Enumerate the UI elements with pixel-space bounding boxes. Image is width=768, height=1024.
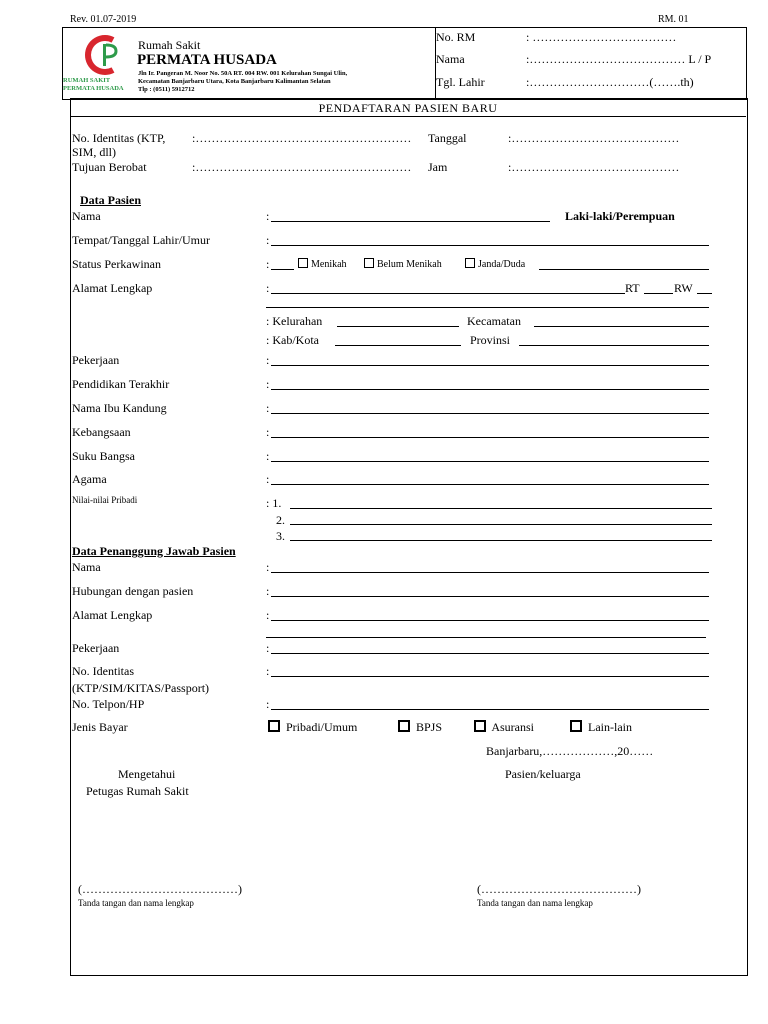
status-blank[interactable]: [271, 269, 294, 270]
signature-caption-right: Tanda tangan dan nama lengkap: [477, 898, 593, 908]
nilai-1-input[interactable]: [290, 508, 712, 509]
logo-caption-2: PERMATA HUSADA: [63, 85, 124, 92]
pekerjaan-input[interactable]: [271, 365, 709, 366]
pj-identitas-label: No. Identitas: [72, 664, 134, 678]
alamat-input[interactable]: [271, 293, 625, 294]
hospital-address-1: Jln Ir. Pangeran M. Noor No. 50A RT. 004 RW. 001 Kelurahan Sungai Ulin,: [138, 70, 348, 77]
status-other-input[interactable]: [539, 269, 709, 270]
lahir-value[interactable]: :…………………………(…….th): [526, 75, 694, 89]
ttl-input[interactable]: [271, 245, 709, 246]
alamat-input-2[interactable]: [266, 307, 709, 308]
no-rm-label: No. RM: [436, 30, 476, 44]
section-data-pasien: Data Pasien: [80, 193, 141, 207]
kecamatan-label: Kecamatan: [467, 314, 521, 328]
petugas-label: Petugas Rumah Sakit: [86, 784, 189, 798]
jam-field[interactable]: :……………………………………: [508, 160, 680, 174]
checkbox-icon: [268, 720, 280, 732]
nilai-2-label: 2.: [276, 513, 285, 527]
status-option-belum-menikah[interactable]: Belum Menikah: [364, 258, 442, 270]
checkbox-icon: [570, 720, 582, 732]
colon: :: [266, 584, 270, 598]
nama-label: Nama: [436, 52, 465, 66]
colon: :: [266, 697, 270, 711]
medical-record-box: [434, 27, 747, 100]
colon: :: [266, 281, 270, 295]
kelurahan-label: : Kelurahan: [266, 314, 323, 328]
agama-label: Agama: [72, 472, 107, 486]
checkbox-icon: [474, 720, 486, 732]
form-frame: [70, 98, 748, 976]
hospital-header: [62, 27, 436, 100]
kebangsaan-input[interactable]: [271, 437, 709, 438]
checkbox-icon: [364, 258, 374, 268]
rt-input[interactable]: [644, 293, 673, 294]
status-label: Status Perkawinan: [72, 257, 161, 271]
pasien-nama-label: Nama: [72, 209, 101, 223]
suku-input[interactable]: [271, 461, 709, 462]
pj-telpon-input[interactable]: [271, 709, 709, 710]
pj-hubungan-input[interactable]: [271, 596, 709, 597]
tujuan-label: Tujuan Berobat: [72, 160, 147, 174]
provinsi-label: Provinsi: [470, 333, 511, 347]
checkbox-icon: [298, 258, 308, 268]
hospital-name: PERMATA HUSADA: [137, 52, 277, 68]
kecamatan-input[interactable]: [534, 326, 709, 327]
pekerjaan-label: Pekerjaan: [72, 353, 120, 367]
form-title: PENDAFTARAN PASIEN BARU: [318, 101, 498, 115]
bayar-option-lain[interactable]: Lain-lain: [570, 720, 632, 735]
ibu-label: Nama Ibu Kandung: [72, 401, 167, 415]
pj-pekerjaan-input[interactable]: [271, 653, 709, 654]
ttl-label: Tempat/Tanggal Lahir/Umur: [72, 233, 210, 247]
alamat-label: Alamat Lengkap: [72, 281, 153, 295]
colon: :: [266, 209, 270, 223]
section-penanggung-jawab: Data Penanggung Jawab Pasien: [72, 544, 236, 558]
form-code-label: RM. 01: [658, 14, 689, 25]
hospital-label: Rumah Sakit: [138, 38, 201, 52]
colon: :: [266, 377, 270, 391]
pj-nama-label: Nama: [72, 560, 101, 574]
lahir-label: Tgl. Lahir: [436, 75, 485, 89]
rw-input[interactable]: [697, 293, 712, 294]
no-rm-value[interactable]: : ………………………………: [526, 30, 677, 44]
bayar-option-pribadi[interactable]: Pribadi/Umum: [268, 720, 357, 735]
bayar-option-bpjs[interactable]: BPJS: [398, 720, 442, 735]
colon: :: [266, 401, 270, 415]
revision-label: Rev. 01.07-2019: [70, 14, 137, 25]
pasien-nama-input[interactable]: [271, 221, 550, 222]
place-date[interactable]: Banjarbaru,………………,20……: [486, 744, 654, 758]
hospital-address-2: Kecamatan Banjarbaru Utara, Kota Banjarbaru Kalimantan Selatan: [138, 78, 331, 85]
signature-caption-left: Tanda tangan dan nama lengkap: [78, 898, 194, 908]
colon: :: [266, 233, 270, 247]
signature-right[interactable]: (…………………………………): [477, 882, 641, 896]
pj-alamat-input-2[interactable]: [266, 637, 706, 638]
pj-alamat-label: Alamat Lengkap: [72, 608, 153, 622]
pendidikan-label: Pendidikan Terakhir: [72, 377, 170, 391]
pj-hubungan-label: Hubungan dengan pasien: [72, 584, 194, 598]
tujuan-field[interactable]: :………………………………………………: [192, 160, 412, 174]
checkbox-icon: [465, 258, 475, 268]
colon: :: [266, 608, 270, 622]
kebangsaan-label: Kebangsaan: [72, 425, 131, 439]
colon: :: [266, 560, 270, 574]
ibu-input[interactable]: [271, 413, 709, 414]
nilai-3-label: 3.: [276, 529, 285, 543]
kelurahan-input[interactable]: [337, 326, 459, 327]
provinsi-input[interactable]: [519, 345, 709, 346]
signature-left[interactable]: (…………………………………): [78, 882, 242, 896]
pj-alamat-input[interactable]: [271, 620, 709, 621]
nilai-1-label: : 1.: [266, 496, 282, 510]
nilai-2-input[interactable]: [290, 524, 712, 525]
form-title-bar: [70, 98, 746, 117]
colon: :: [266, 449, 270, 463]
suku-label: Suku Bangsa: [72, 449, 135, 463]
kabkota-label: : Kab/Kota: [266, 333, 319, 347]
pj-identitas-input[interactable]: [271, 676, 709, 677]
gender-label: Laki-laki/Perempuan: [565, 209, 675, 223]
identitas-label-2: SIM, dll): [72, 145, 117, 159]
identitas-label: No. Identitas (KTP,: [72, 131, 166, 145]
colon: :: [266, 664, 270, 678]
tanggal-label: Tanggal: [428, 131, 467, 145]
colon: :: [266, 425, 270, 439]
colon: :: [266, 641, 270, 655]
bayar-option-asuransi[interactable]: Asuransi: [474, 720, 534, 735]
colon: :: [266, 353, 270, 367]
nilai-3-input[interactable]: [290, 540, 712, 541]
jenis-bayar-label: Jenis Bayar: [72, 720, 128, 734]
identitas-field[interactable]: :………………………………………………: [192, 131, 412, 145]
pj-identitas-label-2: (KTP/SIM/KITAS/Passport): [72, 681, 210, 695]
logo-caption-1: RUMAH SAKIT: [63, 77, 111, 84]
colon: :: [266, 472, 270, 486]
nilai-label: Nilai-nilai Pribadi: [72, 495, 138, 505]
checkbox-icon: [398, 720, 410, 732]
pj-nama-input[interactable]: [271, 572, 709, 573]
rt-label: RT: [625, 281, 640, 295]
pasien-keluarga-label: Pasien/keluarga: [505, 767, 581, 781]
pendidikan-input[interactable]: [271, 389, 709, 390]
nama-value[interactable]: :………………………………… L / P: [526, 52, 712, 66]
status-option-janda-duda[interactable]: Janda/Duda: [465, 258, 525, 270]
mengetahui-label: Mengetahui: [118, 767, 176, 781]
status-option-menikah[interactable]: Menikah: [298, 258, 347, 270]
pj-telpon-label: No. Telpon/HP: [72, 697, 145, 711]
tanggal-field[interactable]: :……………………………………: [508, 131, 680, 145]
hospital-address-3: Tlp : (0511) 5912712: [138, 86, 195, 93]
colon: :: [266, 257, 270, 271]
agama-input[interactable]: [271, 484, 709, 485]
jam-label: Jam: [428, 160, 448, 174]
pj-pekerjaan-label: Pekerjaan: [72, 641, 120, 655]
hospital-logo-icon: [83, 34, 129, 76]
kabkota-input[interactable]: [335, 345, 461, 346]
rw-label: RW: [674, 281, 693, 295]
